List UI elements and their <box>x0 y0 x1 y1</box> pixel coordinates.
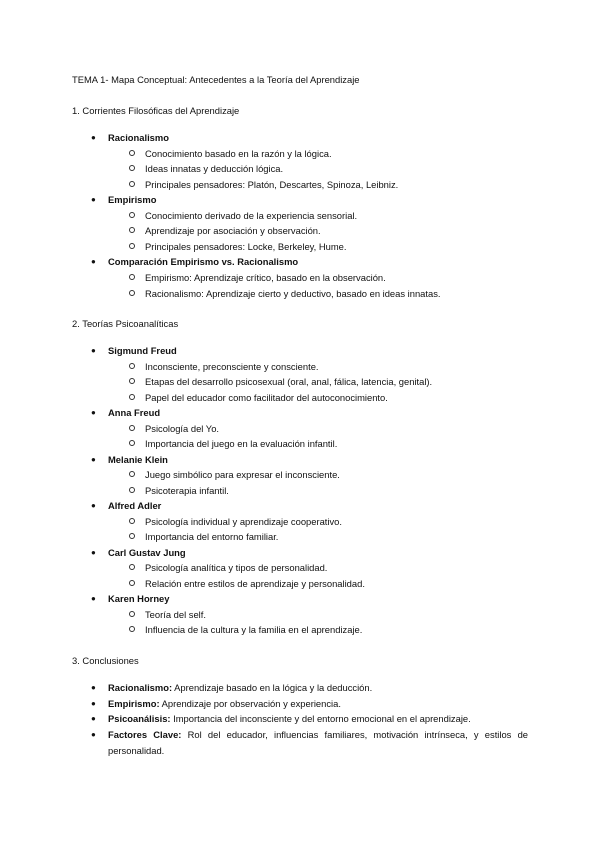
list-item-comparacion <box>91 254 299 270</box>
document-title: TEMA 1- Mapa Conceptual: Antecedentes a la Teoría del Aprendizaje <box>72 74 360 85</box>
sub-item: Racionalismo: Aprendizaje cierto y deductivo, basado en ideas innatas. <box>145 286 441 302</box>
conclusion-item <box>91 680 528 696</box>
bullet-icon: ● <box>91 683 96 692</box>
list-item-karen-horney <box>91 591 170 607</box>
circle-bullet-icon <box>129 580 135 586</box>
bullet-icon: ● <box>91 714 96 723</box>
bullet-icon: ● <box>91 730 96 739</box>
list-item-sigmund-freud <box>91 343 177 359</box>
circle-bullet-icon <box>129 227 135 233</box>
list-item-label: Anna Freud <box>108 407 161 418</box>
circle-bullet-icon <box>129 212 135 218</box>
conclusion-label: Empirismo: <box>108 698 160 709</box>
conclusion-item <box>91 727 529 758</box>
circle-bullet-icon <box>129 611 135 617</box>
bullet-icon: ● <box>91 133 96 142</box>
sub-item: Juego simbólico para expresar el inconsciente. <box>145 467 340 483</box>
bullet-icon: ● <box>91 455 96 464</box>
circle-bullet-icon <box>129 440 135 446</box>
circle-bullet-icon <box>129 181 135 187</box>
conclusion-label: Psicoanálisis: <box>108 713 171 724</box>
sub-item: Relación entre estilos de aprendizaje y personalidad. <box>145 576 365 592</box>
circle-bullet-icon <box>129 564 135 570</box>
list-item-carl-jung <box>91 545 186 561</box>
circle-bullet-icon <box>129 471 135 477</box>
sub-item: Conocimiento basado en la razón y la lógica. <box>145 146 332 162</box>
sub-item: Inconsciente, preconsciente y consciente. <box>145 359 319 375</box>
sub-item: Importancia del entorno familiar. <box>145 529 278 545</box>
circle-bullet-icon <box>129 165 135 171</box>
conclusion-text: Importancia del inconsciente y del entorno emocional en el aprendizaje. <box>170 713 471 724</box>
circle-bullet-icon <box>129 626 135 632</box>
circle-bullet-icon <box>129 363 135 369</box>
sub-item: Influencia de la cultura y la familia en el aprendizaje. <box>145 622 362 638</box>
bullet-icon: ● <box>91 501 96 510</box>
circle-bullet-icon <box>129 274 135 280</box>
bullet-icon: ● <box>91 408 96 417</box>
conclusion-text: Rol del educador, influencias familiares, motivación intrínseca, y estilos de personalidad. <box>108 729 529 756</box>
circle-bullet-icon <box>129 378 135 384</box>
sub-item: Principales pensadores: Locke, Berkeley, Hume. <box>145 239 347 255</box>
list-item-label: Karen Horney <box>108 593 170 604</box>
section-heading-1: 1. Corrientes Filosóficas del Aprendizaje <box>72 105 240 116</box>
conclusion-item <box>91 696 528 712</box>
sub-item: Ideas innatas y deducción lógica. <box>145 161 283 177</box>
sub-item: Papel del educador como facilitador del autoconocimiento. <box>145 390 388 406</box>
conclusion-label: Racionalismo: <box>108 682 173 693</box>
list-item-empirismo <box>91 192 157 208</box>
circle-bullet-icon <box>129 394 135 400</box>
bullet-icon: ● <box>91 548 96 557</box>
list-item-label: Comparación Empirismo vs. Racionalismo <box>108 256 299 267</box>
bullet-icon: ● <box>91 346 96 355</box>
list-item-label: Sigmund Freud <box>108 345 177 356</box>
list-item-anna-freud <box>91 405 161 421</box>
conclusion-label: Factores Clave: <box>108 729 182 740</box>
sub-item: Aprendizaje por asociación y observación. <box>145 223 321 239</box>
circle-bullet-icon <box>129 518 135 524</box>
bullet-icon: ● <box>91 699 96 708</box>
bullet-icon: ● <box>91 594 96 603</box>
section-heading-2: 2. Teorías Psicoanalíticas <box>72 318 179 329</box>
circle-bullet-icon <box>129 533 135 539</box>
list-item-label: Racionalismo <box>108 132 169 143</box>
circle-bullet-icon <box>129 150 135 156</box>
sub-item: Empirismo: Aprendizaje crítico, basado en la observación. <box>145 270 386 286</box>
list-item-label: Melanie Klein <box>108 454 168 465</box>
circle-bullet-icon <box>129 243 135 249</box>
list-item-label: Empirismo <box>108 194 157 205</box>
circle-bullet-icon <box>129 290 135 296</box>
list-item-racionalismo <box>91 130 169 146</box>
list-item-alfred-adler <box>91 498 162 514</box>
list-item-melanie-klein <box>91 452 168 468</box>
list-item-label: Carl Gustav Jung <box>108 547 186 558</box>
sub-item: Teoría del self. <box>145 607 206 623</box>
bullet-icon: ● <box>91 195 96 204</box>
circle-bullet-icon <box>129 487 135 493</box>
sub-item: Psicología del Yo. <box>145 421 219 437</box>
bullet-icon: ● <box>91 257 96 266</box>
conclusion-text: Aprendizaje basado en la lógica y la deducción. <box>172 682 373 693</box>
section-heading-3: 3. Conclusiones <box>72 655 139 666</box>
circle-bullet-icon <box>129 425 135 431</box>
sub-item: Importancia del juego en la evaluación infantil. <box>145 436 337 452</box>
sub-item: Psicología analítica y tipos de personalidad. <box>145 560 327 576</box>
sub-item: Psicoterapia infantil. <box>145 483 229 499</box>
conclusion-text: Aprendizaje por observación y experiencia. <box>159 698 341 709</box>
sub-item: Etapas del desarrollo psicosexual (oral, anal, fálica, latencia, genital). <box>145 374 432 390</box>
list-item-label: Alfred Adler <box>108 500 162 511</box>
conclusion-item <box>91 711 528 727</box>
sub-item: Conocimiento derivado de la experiencia sensorial. <box>145 208 357 224</box>
sub-item: Principales pensadores: Platón, Descartes, Spinoza, Leibniz. <box>145 177 398 193</box>
sub-item: Psicología individual y aprendizaje cooperativo. <box>145 514 342 530</box>
